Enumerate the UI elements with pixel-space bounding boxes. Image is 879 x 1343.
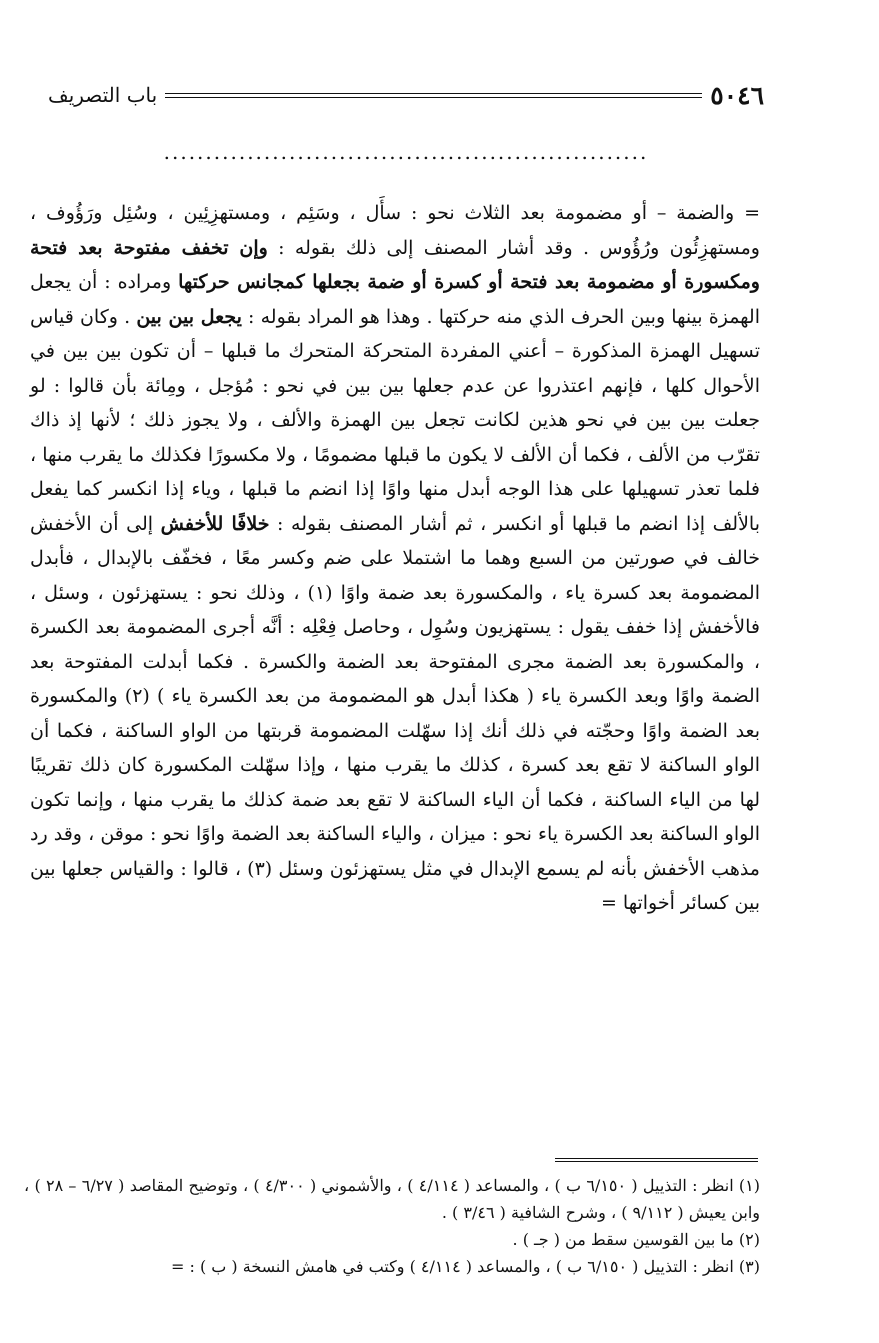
text-segment: إلى أن الأخفش خالف في صورتين من السبع وهما ما اشتملا على ضم وكسر معًا ، فخفّف بالإبدال ، فأبدل المضمومة بعد كسرة ياء ، والمكسورة بعد ضمة واوًا (١) ، وذلك نحو : يستهزئون ، وسئل ، فالأخفش إذا خفف يقول : يستهزيون وسُوِل ، وحاصل فِعْلِه : أنَّه أجرى المضمومة بعد الكسرة ، والمكسورة بعد الضمة مجرى المفتوحة بعد الضمة والكسرة . فكما أبدلت المفتوحة بعد الضمة واوًا وبعد الكسرة ياء ( هكذا أبدل هو المضمومة من بعد الكسرة ياء ) (٢) والمكسورة بعد الضمة واوًا وحجّته في ذلك أنك إذا سهّلت المضمومة قربتها من الواو الساكنة ، فكما أن الواو الساكنة لا تقع بعد كسرة ، كذلك ما يقرب منها ، وإذا سهّلت المكسورة كان ذلك تقريبًا لها من الياء الساكنة ، فكما أن الياء الساكنة لا تقع بعد ضمة كذلك ما يقرب منها ، وإنما تكون الواو الساكنة بعد الكسرة ياء نحو : ميزان ، والياء الساكنة بعد الضمة واوًا نحو : موقن ، وقد رد مذهب الأخفش بأنه لم يسمع الإبدال في مثل يستهزئون وسئل (٣) ، قالوا : والقياس جعلها بين بين كسائر أخواتها = — [30, 512, 760, 914]
page-number: ٥٠٤٦ — [710, 80, 764, 110]
quoted-text-segment: وإن تخفف مفتوحة بعد فتحة ومكسورة أو مضمومة بعد فتحة أو كسرة أو ضمة بجعلها كمجانس حركتها — [30, 236, 760, 293]
header-rule — [165, 93, 702, 98]
main-text — [30, 196, 760, 921]
text-segment: والضمة – أو مضمومة بعد الثلاث نحو : سأَل ، وسَئِم ، ومستهزِئِين ، وسُئِل ورَؤُوف ، ومستهزِئُون ورُؤُوس . وقد أشار المصنف إلى ذلك بقوله : — [30, 202, 760, 259]
footnote-2: (٢) ما بين القوسين سقط من ( جـ ) . — [512, 1230, 760, 1249]
continuation-mark: = — [744, 202, 760, 224]
footnote-1: (١) انظر : التذييل ( ٦/١٥٠ ب ) ، والمساعد ( ٤/١١٤ ) ، والأشموني ( ٤/٣٠٠ ) ، وتوضيح المقاصد ( ٦/٢٧ – ٢٨ ) ، وابن يعيش ( ٩/١١٢ ) ، وشرح الشافية ( ٣/٤٦ ) . — [24, 1176, 761, 1222]
quoted-text-segment: يجعل بين بين — [136, 305, 242, 328]
footnote-3: (٣) انظر : التذييل ( ٦/١٥٠ ب ) ، والمساعد ( ٤/١١٤ ) وكتب في هامش النسخة ( ب ) : = — [170, 1257, 760, 1276]
text-segment: ومراده : أن يجعل الهمزة بينها وبين الحرف الذي منه حركتها . وهذا هو المراد بقوله : — [30, 271, 760, 328]
footnotes — [24, 1172, 760, 1280]
quoted-text-segment: خلافًا للأخفش — [160, 512, 270, 535]
dotted-separator: .......................................................... — [163, 140, 649, 160]
page-header — [48, 78, 764, 112]
chapter-title: باب التصريف — [48, 83, 158, 107]
text-segment: . وكان قياس تسهيل الهمزة المذكورة – أعني المفردة المتحركة المتحرك ما قبلها – أن تكون بين بين في الأحوال كلها ، فإنهم اعتذروا عن عدم جعلها بين بين في نحو : مُؤجل ، ومِائة بأن قالوا : لو جعلت بين بين في نحو هذين لكانت تجعل بين الهمزة والألف ، ولا يجوز ذلك ؛ لأنها إذ ذاك تقرّب من الألف ، فكما أن الألف لا يكون ما قبلها مضمومًا ، ولا مكسورًا فكذلك ما يقرب منها ، فلما تعذر تسهيلها على هذا الوجه أبدل منها واوًا إذا انضم ما قبلها ، وياء إذا انكسر كما يفعل بالألف إذا انضم ما قبلها أو انكسر ، ثم أشار المصنف بقوله : — [30, 305, 760, 535]
footnote-rule — [555, 1158, 758, 1162]
